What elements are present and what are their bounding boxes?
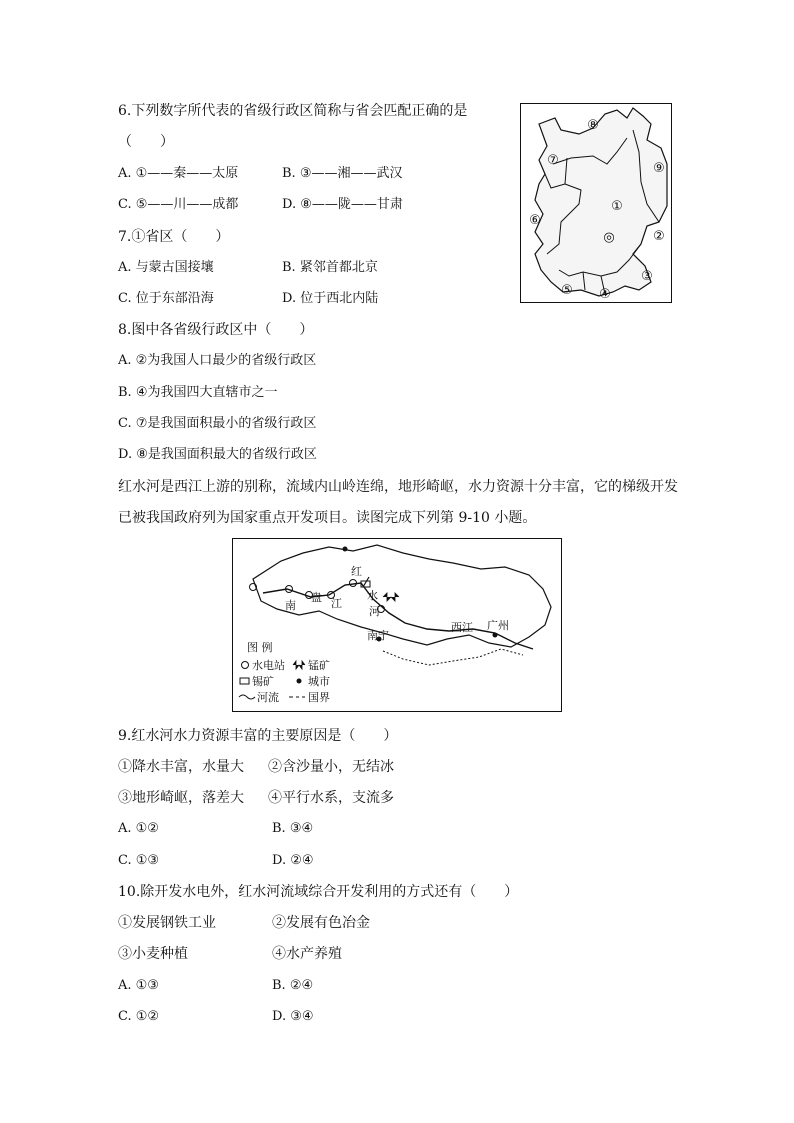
province-label: ⑧	[587, 118, 599, 133]
province-label: ⑥	[529, 213, 541, 228]
province-label: ④	[599, 287, 611, 302]
q9-statement-4: ④平行水系，支流多	[268, 790, 394, 806]
capital-symbol: ◎	[603, 230, 615, 245]
q8-stem: 8.图中各省级行政区中（ ）	[118, 322, 314, 338]
q10-statement-1: ①发展钢铁工业	[118, 915, 216, 931]
province-label: ①	[611, 199, 623, 214]
city-icon	[493, 633, 498, 638]
q7-option-d[interactable]: D. 位于西北内陆	[282, 291, 379, 306]
manganese-mine-icon	[383, 593, 399, 601]
q8-option-c[interactable]: C. ⑦是我国面积最小的省级行政区	[118, 416, 317, 431]
city-icon	[343, 547, 348, 552]
q7-option-c[interactable]: C. 位于东部沿海	[118, 291, 214, 306]
legend-manganese: 锰矿	[308, 659, 330, 672]
q6-option-b[interactable]: B. ③——湘——武汉	[282, 166, 403, 181]
legend-city: 城市	[308, 675, 330, 688]
city-label: 广州	[487, 619, 509, 632]
river-line	[263, 583, 533, 649]
river-label: 水	[367, 589, 378, 602]
city-label: 南宁	[367, 629, 389, 642]
legend-tin: 锡矿	[252, 675, 274, 688]
legend-title: 图 例	[247, 641, 273, 654]
river-label: 河	[369, 605, 380, 618]
q9-statement-2: ②含沙量小，无结冰	[268, 759, 394, 775]
city-icon	[297, 679, 302, 684]
q9-statement-1: ①降水丰富，水量大	[118, 759, 244, 775]
q9-option-c[interactable]: C. ①③	[118, 853, 160, 868]
q8-option-b[interactable]: B. ④为我国四大直辖市之一	[118, 385, 278, 400]
manganese-mine-icon	[293, 661, 305, 669]
q10-option-a[interactable]: A. ①③	[118, 978, 159, 993]
province-label: ⑤	[561, 283, 573, 298]
province-label: ⑨	[653, 161, 665, 176]
legend-border: 国界	[308, 691, 330, 704]
q10-option-d[interactable]: D. ③④	[272, 1009, 314, 1024]
q7-stem: 7.①省区（ ）	[118, 229, 230, 245]
passage-line-1: 红水河是西江上游的别称，流域内山岭连绵，地形崎岖，水力资源十分丰富，它的梯级开发	[118, 479, 678, 495]
river-line	[363, 577, 369, 587]
province-label: ②	[653, 229, 665, 244]
q8-option-a[interactable]: A. ②为我国人口最少的省级行政区	[118, 353, 317, 368]
q6-option-a[interactable]: A. ①——秦——太原	[118, 166, 239, 181]
q7-option-b[interactable]: B. 紧邻首都北京	[282, 260, 378, 275]
river-label: 西江	[451, 621, 473, 634]
legend-hydro: 水电站	[252, 659, 285, 672]
river-icon	[239, 695, 255, 699]
q9-option-a[interactable]: A. ①②	[118, 821, 159, 836]
province-outline	[535, 108, 667, 296]
province-label: ③	[641, 269, 653, 284]
river-label: 江	[331, 597, 342, 610]
q6-stem: 6.下列数字所代表的省级行政区简称与省会匹配正确的是	[118, 103, 468, 119]
q10-statement-3: ③小麦种植	[118, 946, 188, 962]
province-map-svg	[521, 104, 671, 302]
q6-option-c[interactable]: C. ⑤——川——成都	[118, 197, 239, 212]
q10-statement-2: ②发展有色冶金	[272, 915, 370, 931]
province-map	[520, 103, 672, 303]
q10-option-b[interactable]: B. ②④	[272, 978, 314, 993]
hongshui-river-map	[232, 538, 562, 712]
q9-option-b[interactable]: B. ③④	[272, 821, 314, 836]
tin-mine-icon	[240, 678, 249, 684]
q10-stem: 10.除开发水电外，红水河流域综合开发利用的方式还有（ ）	[118, 884, 519, 900]
legend-river: 河流	[257, 691, 279, 704]
q9-stem: 9.红水河水力资源丰富的主要原因是（ ）	[118, 728, 398, 744]
q10-option-c[interactable]: C. ①②	[118, 1009, 160, 1024]
hongshui-river-map-svg	[233, 539, 561, 711]
q9-statement-3: ③地形崎岖，落差大	[118, 790, 244, 806]
province-label: ⑦	[547, 153, 559, 168]
q6-option-d[interactable]: D. ⑧——陇——甘肃	[282, 197, 403, 212]
river-label: 盘	[311, 591, 322, 604]
hydro-station-icon	[242, 662, 249, 669]
coastline	[383, 649, 523, 665]
river-label: 南	[285, 599, 296, 612]
river-label: 红	[351, 565, 362, 578]
q9-option-d[interactable]: D. ②④	[272, 853, 314, 868]
q8-option-d[interactable]: D. ⑧是我国面积最大的省级行政区	[118, 447, 317, 462]
q7-option-a[interactable]: A. 与蒙古国接壤	[118, 260, 214, 275]
q10-statement-4: ④水产养殖	[272, 946, 342, 962]
q6-paren: （ ）	[118, 134, 174, 150]
passage-line-2: 已被我国政府列为国家重点开发项目。读图完成下列第 9-10 小题。	[118, 510, 537, 526]
